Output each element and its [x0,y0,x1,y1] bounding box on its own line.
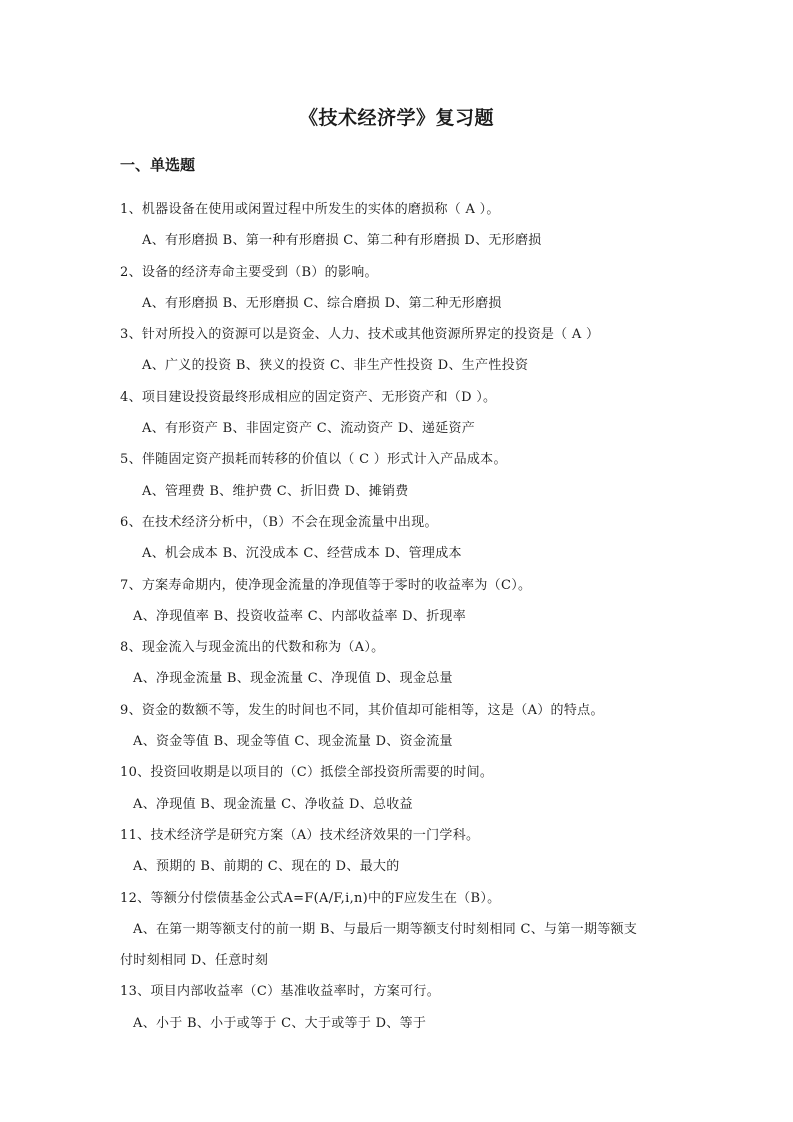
question-1: 1、机器设备在使用或闲置过程中所发生的实体的磨损称（ A ）。 [120,202,500,217]
options-12: A、在第一期等额支付的前一期 B、与最后一期等额支付时刻相同 C、与第一期等额支 [133,921,638,937]
section-heading: 一、单选题 [120,156,196,174]
options-7: A、净现值率 B、投资收益率 C、内部收益率 D、折现率 [133,608,467,624]
question-list [0,194,793,1039]
question-11: 11、技术经济学是研究方案（A）技术经济效果的一门学科。 [120,827,480,843]
question-7: 7、方案寿命期内，使净现金流量的净现值等于零时的收益率为（C）。 [120,577,532,593]
question-8: 8、现金流入与现金流出的代数和称为（A）。 [120,640,385,656]
question-13: 13、项目内部收益率（C）基准收益率时，方案可行。 [120,984,440,1000]
options-6: A、机会成本 B、沉没成本 C、经营成本 D、管理成本 [142,546,462,562]
question-2: 2、设备的经济寿命主要受到（B）的影响。 [120,264,378,280]
options-12-continued: 付时刻相同 D、任意时刻 [120,953,269,969]
options-5: A、管理费 B、维护费 C、折旧费 D、摊销费 [142,483,409,499]
options-2: A、有形磨损 B、无形磨损 C、综合磨损 D、第二种无形磨损 [142,295,502,311]
question-10: 10、投资回收期是以项目的（C）抵偿全部投资所需要的时间。 [120,765,494,781]
options-10: A、净现值 B、现金流量 C、净收益 D、总收益 [133,796,413,812]
question-4: 4、项目建设投资最终形成相应的固定资产、无形资产和（D ）。 [120,389,497,405]
options-11: A、预期的 B、前期的 C、现在的 D、最大的 [133,859,400,875]
options-13: A、小于 B、小于或等于 C、大于或等于 D、等于 [133,1015,427,1031]
question-12: 12、等额分付偿债基金公式A=F(A/F,i,n)中的F应发生在（B）。 [120,890,501,906]
document-title: 《技术经济学》复习题 [298,107,494,129]
question-5: 5、伴随固定资产损耗而转移的价值以（ C ）形式计入产品成本。 [120,452,507,468]
question-9: 9、资金的数额不等，发生的时间也不同，其价值却可能相等，这是（A）的特点。 [120,702,604,718]
options-3: A、广义的投资 B、狭义的投资 C、非生产性投资 D、生产性投资 [142,358,529,374]
question-6: 6、在技术经济分析中，（B）不会在现金流量中出现。 [120,514,438,530]
options-1: A、有形磨损 B、第一种有形磨损 C、第二种有形磨损 D、无形磨损 [142,233,542,249]
question-3: 3、针对所投入的资源可以是资金、人力、技术或其他资源所界定的投资是（ A ） [120,327,600,343]
options-4: A、有形资产 B、非固定资产 C、流动资产 D、递延资产 [142,421,476,437]
options-9: A、资金等值 B、现金等值 C、现金流量 D、资金流量 [133,734,453,750]
options-8: A、净现金流量 B、现金流量 C、净现值 D、现金总量 [133,671,453,687]
